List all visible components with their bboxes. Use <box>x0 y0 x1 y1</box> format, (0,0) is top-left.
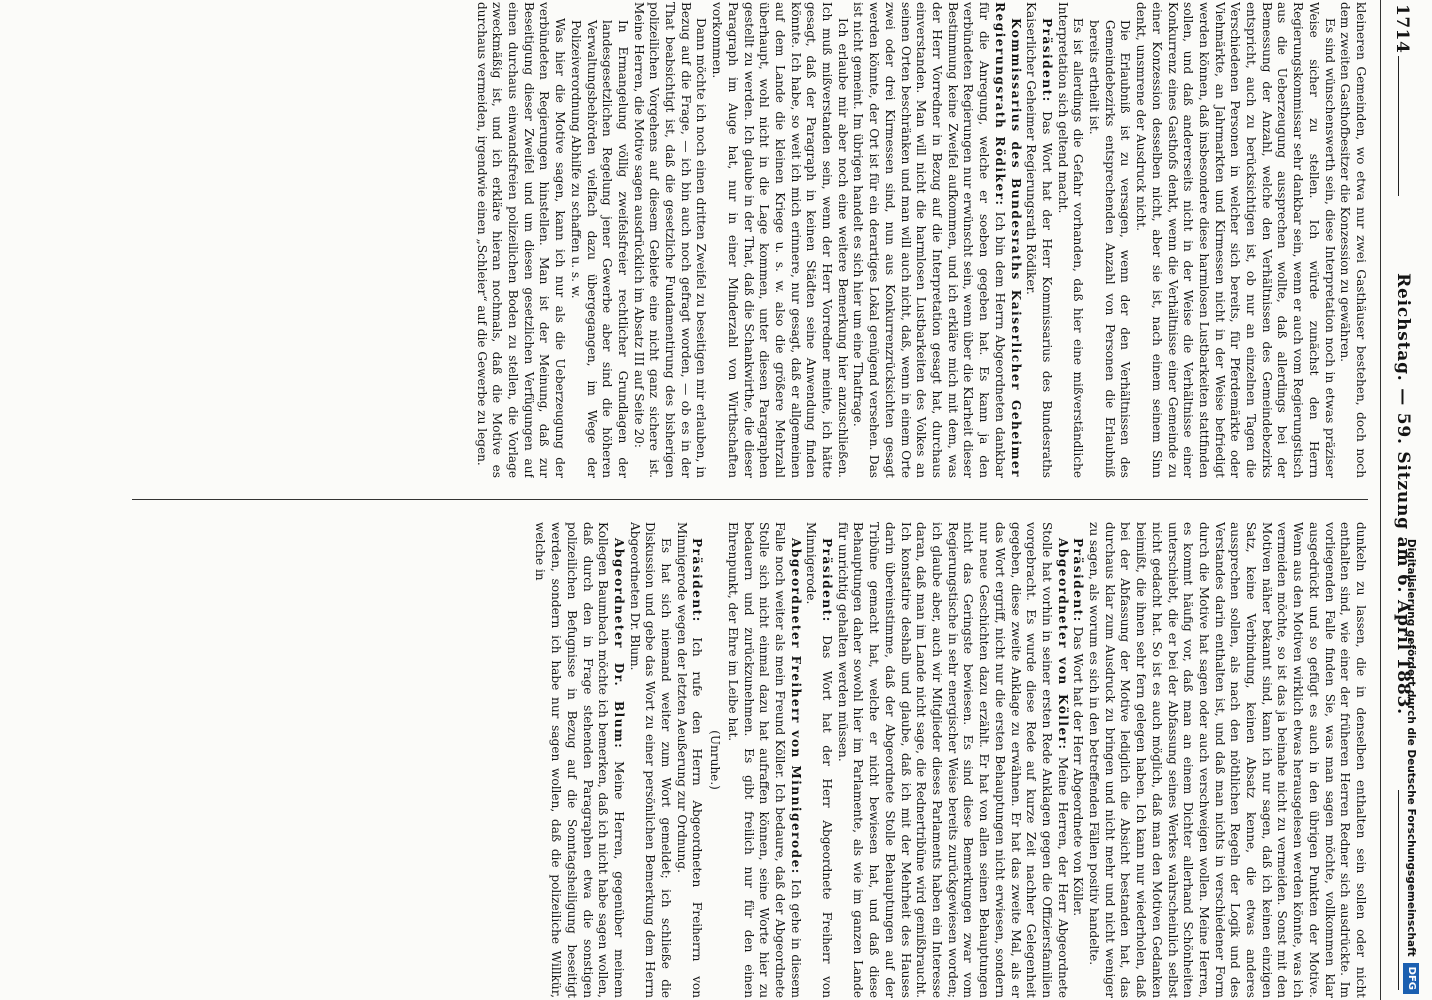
statement-text: Das Wort hat der Herr Abgeordnete von Köller. <box>1071 626 1086 917</box>
credit-line <box>1398 6 1424 994</box>
speaker-label: Kommissarius des Bundesraths Kaiserlicher Geheimer Regierungsrath Rödiker: <box>992 2 1023 478</box>
interjection: (Unruhe.) <box>708 730 723 790</box>
speaker-label: Präsident: <box>1071 538 1086 623</box>
paragraph: Was hier die Motive sagen, kann ich nur als die Ueberzeugung der verbündeten Regierungen hinstellen. Man ist der Meinung, daß zur Beseitigung dieser Zweifel und um diesen gesetzlichen Verfügungen auf einen durchaus einwandsfreien polizeilichen Boden zu stellen, die Vorlage zweckmäßig ist, und ich erkläre hieran nochmals, daß die Motive es durchaus vermeiden, irgendwie einen „Schleier“ auf die Gewerbe zu legen. <box>474 2 568 478</box>
quoted-law-text: Die Erlaubniß ist zu versagen, wenn der den Verhältnissen des Gemeindebezirks entsprechenden Anzahl von Personen die Erlaubniß bereits ertheilt ist. <box>1087 20 1133 478</box>
speech-text: Meine Herren, der Herr Abgeordnete Stolle hat vorhin in seiner ersten Rede Anklagen gegen die Offiziersfamilien vorgebracht. Es wurde diese Rede auf kurze Zeit nachher Gelegenheit gegeben, diese zweite Anklage zu erwähnen. Er hat das zweite Mal, als er das Wort ergriff, nicht nur die ersten Behauptungen nicht erwiesen, sondern nur neue Geschichten dazu erzählt. Er hat von allen seinen Behauptungen nicht das Geringste bewiesen. Es sind diese Bemerkungen zwar vom Regierungstische in sehr energischer Weise bereits zurückgewiesen worden; ich glaube aber, auch wir Mitglieder dieses Parlaments haben ein Interesse daran, daß man im Lande nicht sage, die Rednertribüne wird gemißbraucht. Ich konstatire deshalb und glaube, daß ich mit der Mehrheit des Hauses darin übereinstimme, daß der Abgeordnete Stolle Behauptungen auf der Tribüne gemacht hat, welche er nicht bewiesen hat, und daß diese Behauptungen daher sowohl hier im Parlamente, als wie im ganzen Lande für unrichtig gehalten werden müssen. <box>835 522 1070 998</box>
dfg-logo: DFG <box>1403 963 1419 994</box>
president-statement <box>1023 2 1054 478</box>
speech <box>834 522 1070 998</box>
paragraph: Es ist allerdings die Gefahr vorhanden, daß hier eine mißverständliche Interpretation sich geltend macht. <box>1055 2 1086 478</box>
speech-text: Meine Herren, gegenüber meinem Kollegen Baumbach möchte ich bemerken, daß ich nicht habe sagen wollen, daß durch den in Frage stehenden Paragraphen etwa die sonstigen polizeilichen Befugnisse in Bezug auf die Sonntagsheiligung beseitigt werden, sondern ich habe nur sagen wollen, daß die polizeiliche Willkür, welche in <box>533 522 626 998</box>
speech <box>724 522 803 998</box>
speaker-label: Präsident: <box>820 538 835 623</box>
speech <box>850 2 1023 478</box>
president-statement <box>673 522 704 998</box>
statement-text: Das Wort hat der Herr Kommissarius des Bundesraths Kaiserlicher Geheimer Regierungsrath Rödiker. <box>1024 2 1054 478</box>
paragraph: Es sind wünschenswerth sein, diese Interpretation noch in etwas präziser Weise sicher zu stellen. Ich würde zunächst den Herrn Regierungskommissar sehr dankbar sein, wenn er auch vom Regierungstisch aus die Ueberzeugung aussprechen wollte, daß allerdings bei der Bemessung der Anzahl, welche den Verhältnissen des Gemeindebezirks entspricht, auch zu berücksichtigen ist, ob nur an einzelnen Tagen die Verschiedenen Personen in welcher sich bereits, für Pferdemärkte oder Viehmärkte, an Jahrmarkten und Kirmessen nicht in der Weise befriedigt werden können, daß insbesondere diese harmlosen Lustbarkeiten stattfinden sollen, und daß andererseits nicht in der Weise die Verhältnisse einer Konkurrenz eines Gasthofs denkt, wenn die Verhältnisse einer Gemeinde zu einer Konzession desselben nicht, aber sie ist, nach einem seinem Sinn denkt, unsmrene der Ausdruck nicht. <box>1134 2 1337 478</box>
statement-text: Das Wort hat der Herr Abgeordnete Freiherr von Minnigerode. <box>804 522 835 998</box>
speaker-label: Abgeordneter Freiherr von Minnigerode: <box>788 538 803 875</box>
speaker-label: Präsident: <box>690 538 705 623</box>
paragraph: dunkeln zu lassen, die in denselben enthalten sein sollen oder nicht enthalten sind, wie einer der früheren Herren Redner sich ausdrückte. Im vorliegenden Falle finden Sie, was man sagen möchte, vollkommen klar ausgedrückt und so gefügt es auch in den übrigen Punkten der Motive. Wenn aus den Motiven wirklich etwas herausgelesen werden könnte, was ich vermeiden möchte, so ist das ja beinahe nicht zu vermeiden. Sonst mit den Motiven näher bekannt sind, kann ich nur sagen, daß ich keinen einzigen Satz, keine Verbindung, keinen Absatz kenne, die etwas anderes aussprechen sollen, als nach den nöthlichen Regeln der Logik und des Verstandes darin enthalten ist, und daß man nichts in verschiedener Form durch die Motive hat sagen oder auch verschweigen wollen. Meine Herren, es kommt häufig vor, daß man an einem Dichter allerhand Schönheiten unterschiebt, die er bei der Abfassung seines Werkes wahrscheinlich selbst nicht gedacht hat. So ist es auch möglich, daß man den Motiven Gedanken beimißt, die ihnen sehr fern gelegen haben. Ich kann nur wiederholen, daß bei der Abfassung der Motive lediglich die Absicht bestanden hat, das durchaus klar zum Ausdruck zu bringen und nicht mehr und nicht weniger zu sagen, als worum es sich in den betreffenden Fällen positiv handelte. <box>1087 522 1368 998</box>
page-title: Reichstag. — 59. Sitzung am 6. April 1883. <box>1393 273 1413 715</box>
paragraph: Dann möchte ich noch einen dritten Zweifel zu beseitigen mir erlauben, in Bezug auf die Frage, — ich bin auch noch gefragt worden, — ob es in der That beabsichtigt ist, daß die gesetzliche Fundamentirung des bisherigen polizeilichen Vorgehens auf diesem Gebiete eine nicht ganz sichere ist. Meine Herren, die Motive sagen ausdrücklich im Absatz III auf Seite 20: <box>631 2 709 478</box>
speech-text: Ich bin dem Herrn Abgeordneten dankbar für die Anregung, welche er soeben gegeben hat. Es kann ja den verbündeten Regierungen nur erwünscht sein, wenn über die Klarheit dieser Bestimmung keine Zweifel aufkommen, und ich erkläre mich mit dem, was der Herr Vorredner in Bezug auf die Interpretation gesagt hat, durchaus einverstanden. Man will nicht die harmlosen Lustbarkeiten des Volkes an seinen Orten beschränken und man will auch nicht, daß, wenn in einem Orte zwei oder drei Kirmessen sind, nun aus Konkurrenzrücksichten gesagt werden könnte, der Ort ist für ein derartiges Lokal genügend versehen. Das ist nicht gemeint. Im übrigen handelt es sich hier um eine Thatfrage. <box>851 2 1007 478</box>
speech-text: Ich gehe in diesem Falle noch weiter als mein Freund Köller. Ich bedaure, daß der Abgeordnete Stolle sich nicht einmal dazu hat aufraffen können, seine Worte hier zu bedauern und zurückzunehmen. Es gibt freilich nur für den einen Ehrenpunkt, der Ehre im Leibe hat. <box>725 522 803 998</box>
speaker-label: Abgeordneter Dr. Blum: <box>611 538 626 750</box>
digitization-credit <box>1398 6 1424 994</box>
quoted-motive-text: In Ermangelung völlig zweifelsfreier rechtlicher Grundlagen der landesgesetzlichen Regelung jener Gewerbe aber sind die höheren Verwaltungsbehörden vielfach dazu übergegangen, im Wege der Polizeiverordnung Abhilfe zu schaffen u. s. w. <box>568 20 630 478</box>
president-statement <box>1070 522 1086 998</box>
president-statement <box>803 522 834 998</box>
credit-text: Digitalisierung gefördert durch die Deutsche Forschungsgemeinschaft <box>1405 538 1417 957</box>
paragraph: Es hat sich niemand weiter zum Wort gemeldet; ich schließe die Diskussion und gebe das Wort zu einer persönlichen Bemerkung dem Herrn Abgeordneten Dr. Blum. <box>627 522 674 998</box>
paragraph: kleineren Gemeinden, wo etwa nur zwei Gasthäuser bestehen, doch noch dem zweiten Gasthofbesitzer die Konzession zu gewähren. <box>1338 2 1368 478</box>
right-column <box>128 522 1368 998</box>
speaker-label: Präsident: <box>1039 18 1054 103</box>
column-divider <box>132 499 1368 500</box>
left-column <box>128 2 1368 478</box>
paragraph: Ich erlaube mir aber noch eine weitere Bemerkung hier anzuschließen. Ich muß mißverstanden sein, wenn der Herr Vorredner meinte, ich hätte gesagt, daß der Paragraph in keinen Städten seine Anwendung finden könnte. Ich habe, so weit ich mich erinnere, nur gesagt, daß er allgemeinen auf dem Lande die kleinen Kriege u. s. w. also die größere Mehrzahl überhaupt, wohl nicht in die Lage kommen, unter diesen Paragraphen gestellt zu werden. Ich glaube in der That, daß die Schankwirthe, die dieser Paragraph im Auge hat, nur in einer Minderzahl von Wirthschaften vorkommen. <box>710 2 850 478</box>
page-number: 1714 <box>1392 4 1412 54</box>
speech <box>532 522 626 998</box>
statement-text: Ich rufe den Herrn Abgeordneten Freiherrn von Minnigerode wegen der letzten Aeußerung zur Ordnung. <box>674 522 705 998</box>
speaker-label: Abgeordneter von Köller: <box>1055 538 1070 751</box>
header-underline <box>1380 0 1381 1000</box>
